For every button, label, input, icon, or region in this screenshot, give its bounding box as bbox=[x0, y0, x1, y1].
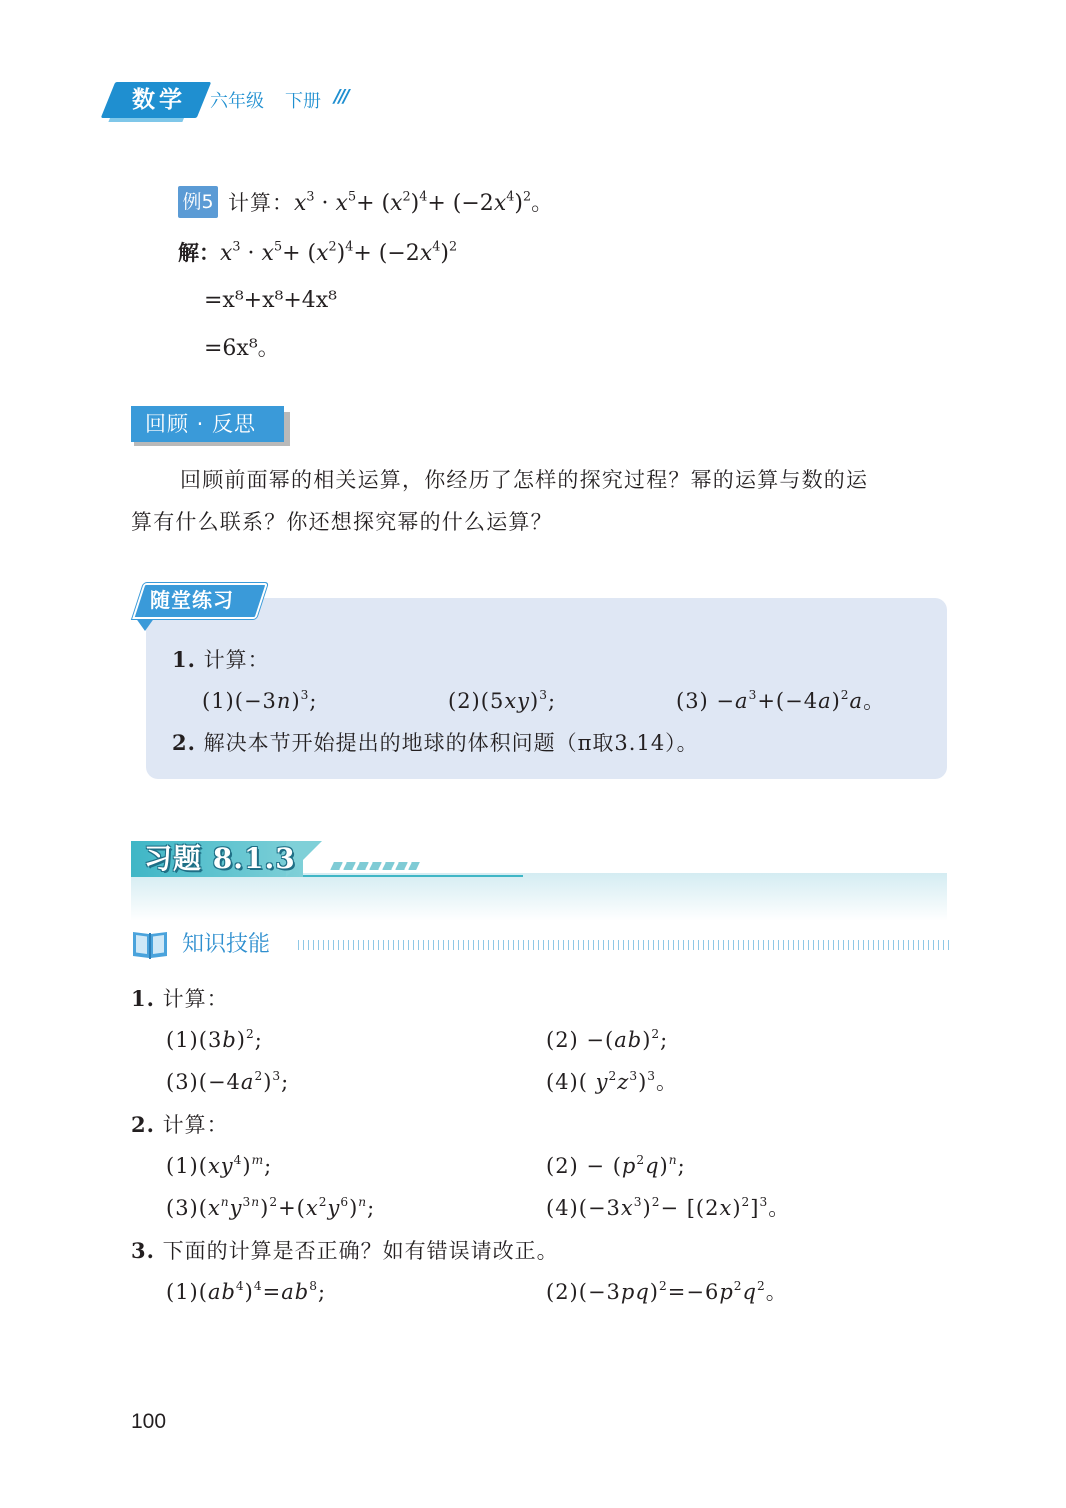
exercise-q1 bbox=[131, 984, 229, 1014]
exercise-q1-number: 1. bbox=[131, 986, 155, 1011]
exercise-band bbox=[131, 873, 947, 921]
exercise-q2-number: 2. bbox=[131, 1112, 155, 1137]
example-tag: 例5 bbox=[178, 186, 218, 218]
exercise-q2-part2: $(2) - (p^2q)^n$; bbox=[546, 1152, 686, 1178]
exercise-header-line bbox=[303, 875, 523, 877]
practice-q2-number: 2. bbox=[172, 730, 196, 755]
practice-title: 随堂练习 bbox=[150, 588, 234, 612]
exercise-q2-part1: $(1)(xy^4)^m$; bbox=[166, 1152, 273, 1178]
page-number: 100 bbox=[131, 1410, 167, 1433]
header-grade: 六年级 bbox=[210, 91, 264, 112]
practice-q1-number: 1. bbox=[172, 647, 196, 672]
skills-section-title: 知识技能 bbox=[182, 932, 271, 957]
practice-q1-text: 计算： bbox=[203, 648, 270, 672]
example-solution-line2: =x⁸+x⁸+4x⁸ bbox=[204, 288, 337, 313]
practice-q1-part3: $(3) -a^3+(-4a)^2a$。 bbox=[676, 687, 886, 713]
exercise-q2 bbox=[131, 1110, 229, 1140]
exercise-q2-text: 计算： bbox=[162, 1113, 229, 1137]
example-solution-line3: =6x⁸。 bbox=[204, 336, 280, 361]
practice-q2-text: 解决本节开始提出的地球的体积问题（π取3.14）。 bbox=[203, 731, 699, 755]
header-slashes: /// bbox=[334, 86, 348, 107]
exercise-q1-part2: (2) −(ab)$^2$; bbox=[546, 1026, 669, 1052]
exercise-q3-number: 3. bbox=[131, 1238, 155, 1263]
practice-tab-tail bbox=[135, 617, 155, 631]
exercise-q2-part3: $(3)(x^ny^{3n})^2+(x^2y^6)^n$; bbox=[166, 1194, 376, 1220]
practice-q1-part1: $(1)(-3n)^3$; bbox=[202, 687, 318, 713]
review-paragraph-line2: 算有什么联系？你还想探究幂的什么运算？ bbox=[131, 510, 553, 534]
practice-q1-part2: $(2)(5xy)^3$; bbox=[448, 687, 557, 713]
header-subject: 数学 bbox=[132, 87, 186, 113]
exercise-header-dashes bbox=[330, 862, 420, 870]
exercise-q3-text: 下面的计算是否正确？如有错误请改正。 bbox=[162, 1239, 559, 1263]
exercise-q1-part1: $(1)(3b)^2$; bbox=[166, 1026, 263, 1052]
review-paragraph-line1: 回顾前面幂的相关运算，你经历了怎样的探究过程？幂的运算与数的运 bbox=[180, 468, 869, 492]
example-solution-line1: 解：$x^3 \cdot x^5+ (x^2)^4+ (-2x^4)^2$ bbox=[178, 239, 458, 266]
example-problem: 计算：$x^3 \cdot x^5+ (x^2)^4+ (-2x^4)^2$。 bbox=[228, 189, 554, 216]
exercise-q3 bbox=[131, 1236, 559, 1266]
example-prompt: 计算： bbox=[228, 191, 294, 215]
exercise-q2-part4: $(4)(-3x^3)^2- [(2x)^2]^3$。 bbox=[546, 1194, 791, 1220]
review-title: 回顾 · 反思 bbox=[131, 406, 284, 442]
exercise-q3-part1: $(1)(ab^4)^4=ab^8$; bbox=[166, 1278, 327, 1304]
exercise-q1-part4: (4)( $y^2z^3)^3$。 bbox=[546, 1068, 679, 1094]
practice-q2 bbox=[172, 728, 699, 758]
practice-q1 bbox=[172, 645, 270, 675]
book-icon bbox=[131, 928, 169, 960]
solution-label: 解： bbox=[178, 240, 220, 265]
exercise-q3-part2: $(2)(-3pq)^2=-6p^2q^2$。 bbox=[546, 1278, 788, 1304]
header-volume: 下册 bbox=[285, 91, 321, 112]
exercise-q1-text: 计算： bbox=[162, 987, 229, 1011]
skills-dotted-rule bbox=[298, 940, 950, 950]
exercise-title: 习题 8.1.3 bbox=[144, 842, 296, 875]
exercise-q1-part3: $(3)(-4a^2)^3$; bbox=[166, 1068, 290, 1094]
